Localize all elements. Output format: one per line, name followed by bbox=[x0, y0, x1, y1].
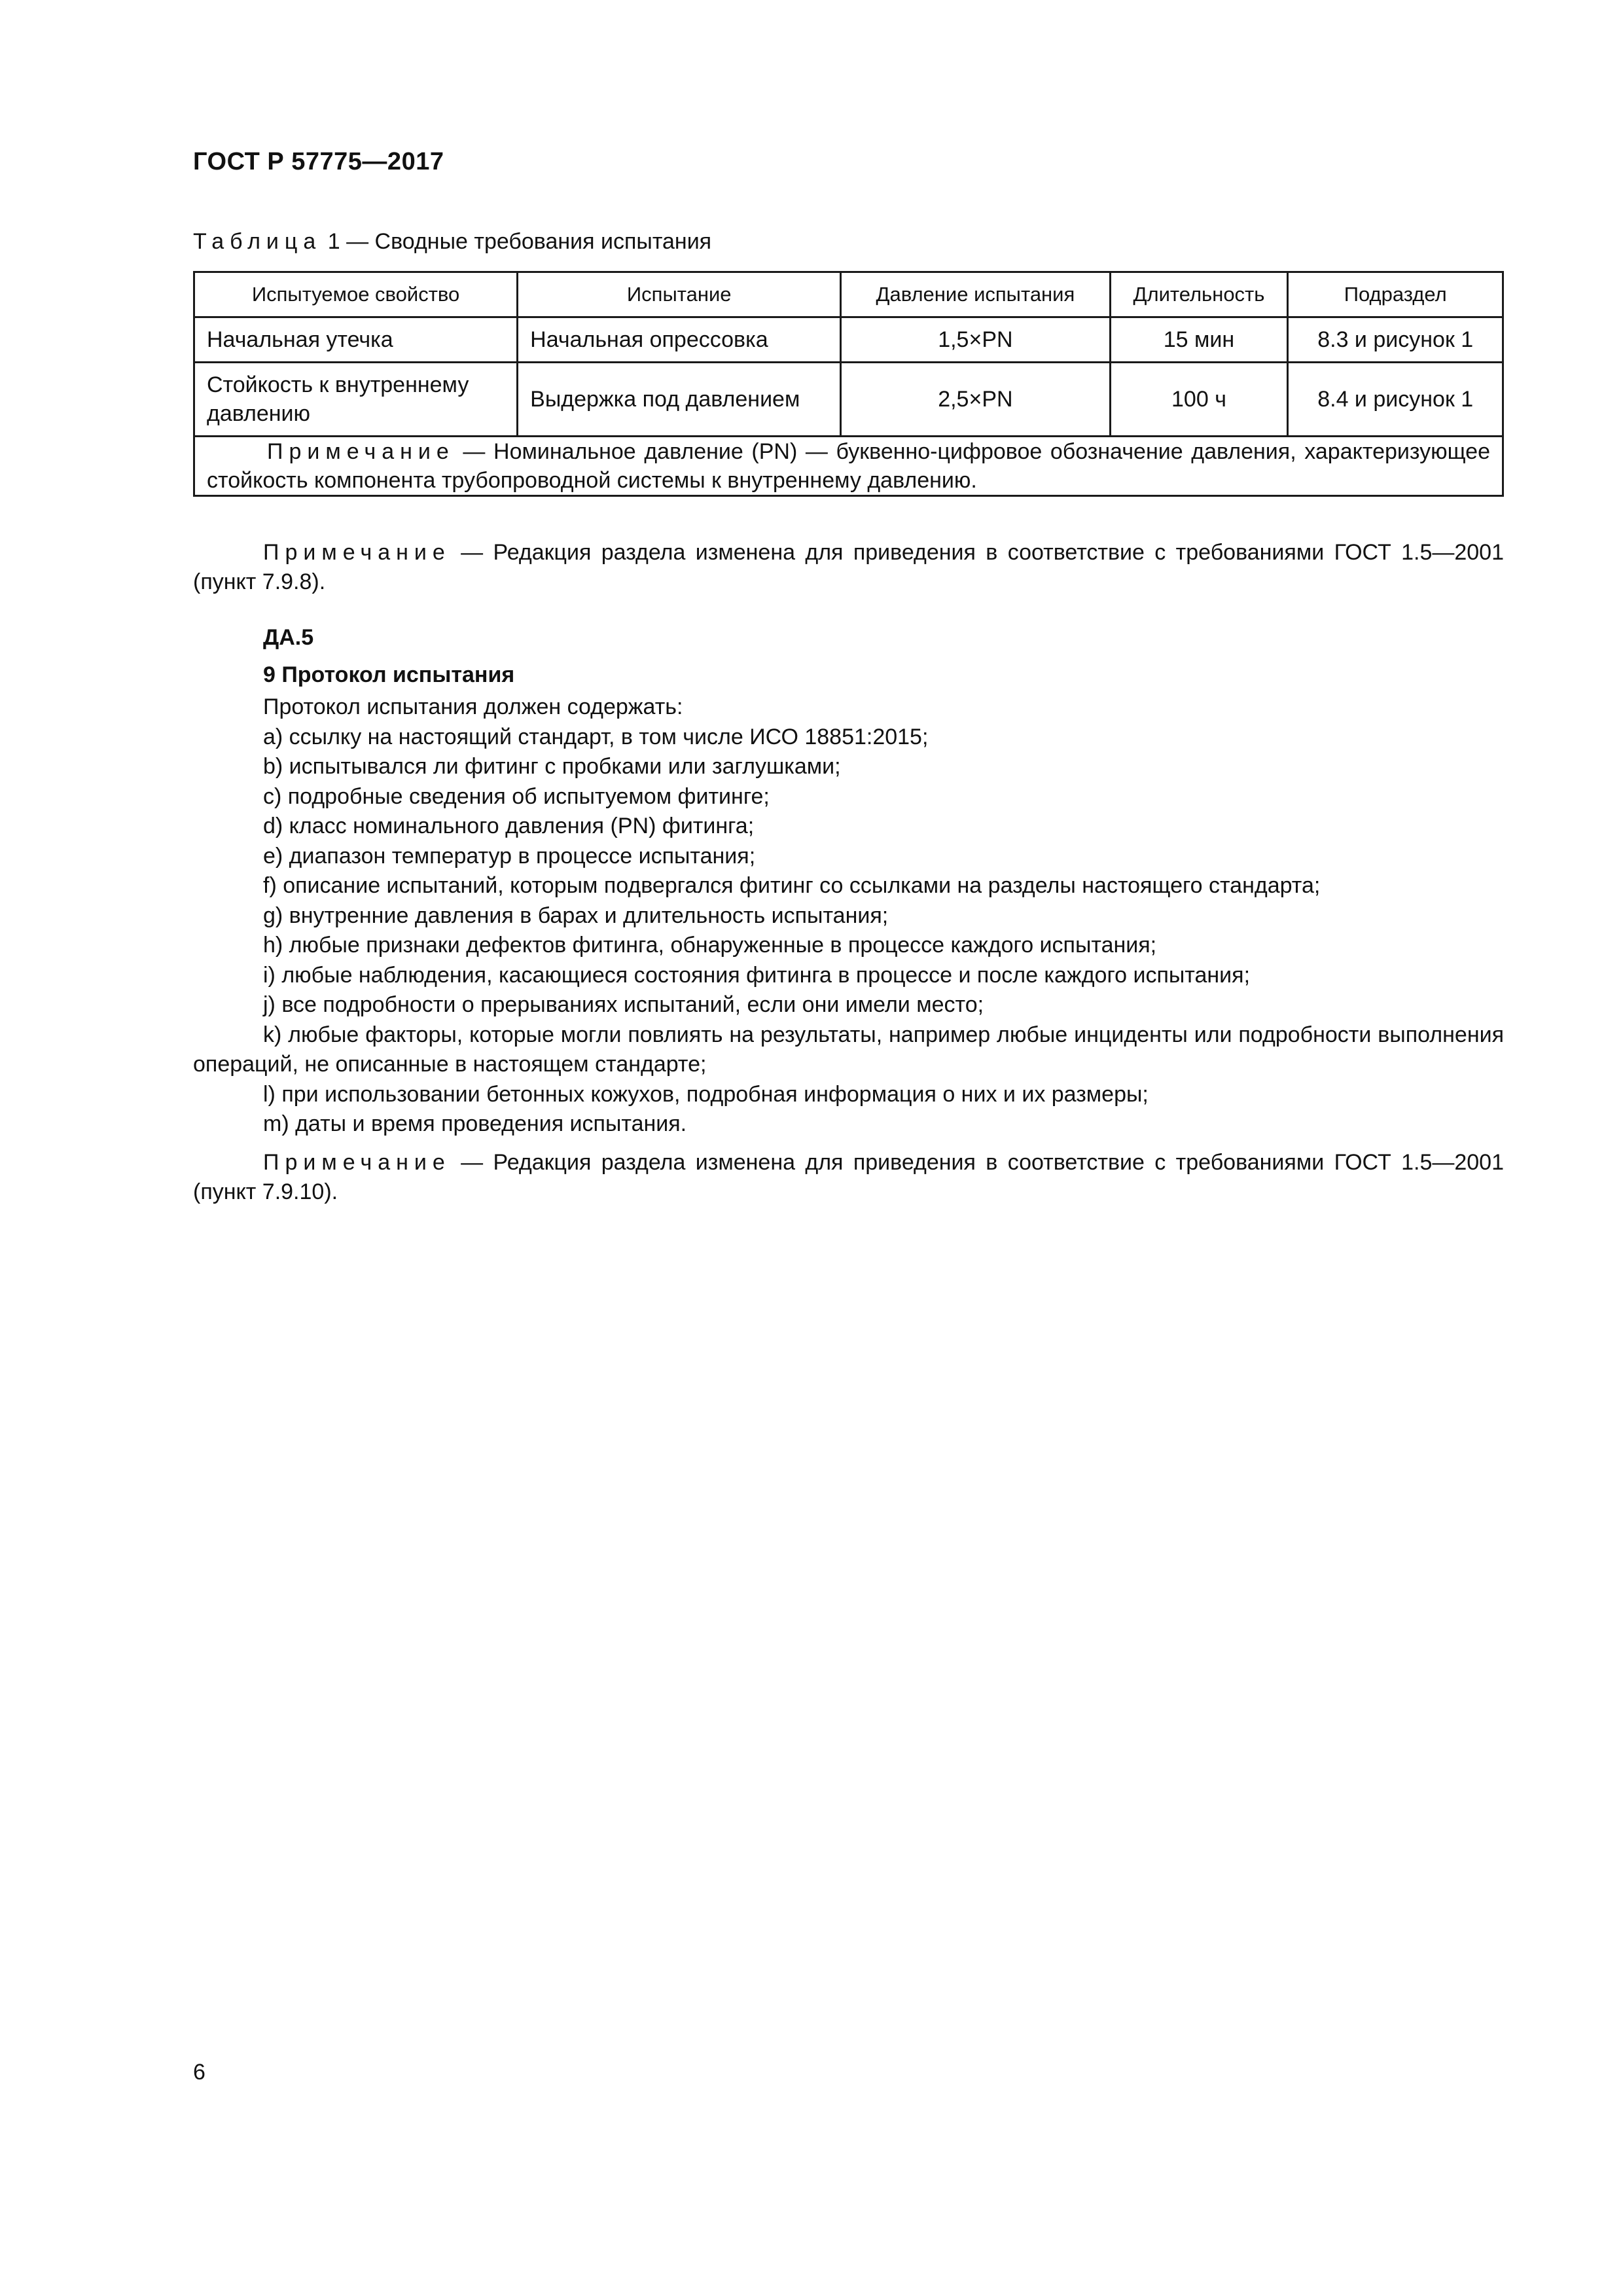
table-note-word: Примечание bbox=[267, 439, 455, 464]
table-cell: 8.3 и рисунок 1 bbox=[1288, 317, 1503, 363]
column-header: Испытание bbox=[518, 272, 841, 317]
section-heading-9: 9 Протокол испытания bbox=[263, 662, 515, 687]
protocol-list bbox=[193, 692, 1504, 1139]
section-heading-da5: ДА.5 bbox=[263, 625, 314, 650]
table-cell: 15 мин bbox=[1110, 317, 1288, 363]
list-item: e) диапазон температур в процессе испытания; bbox=[263, 843, 756, 869]
table-note-row bbox=[194, 437, 1503, 496]
list-item: c) подробные сведения об испытуемом фитинге; bbox=[263, 783, 770, 809]
table-header-row bbox=[194, 272, 1503, 317]
list-item: b) испытывался ли фитинг с пробками или заглушками; bbox=[263, 754, 841, 779]
list-item: Протокол испытания должен содержать: bbox=[263, 694, 683, 719]
table-cell: 1,5×PN bbox=[841, 317, 1110, 363]
document-code: ГОСТ Р 57775—2017 bbox=[193, 148, 444, 175]
list-item: a) ссылку на настоящий стандарт, в том числе ИСО 18851:2015; bbox=[263, 724, 929, 749]
list-item: i) любые наблюдения, касающиеся состояния фитинга в процессе и после каждого испытания; bbox=[263, 962, 1251, 988]
page-number: 6 bbox=[193, 2060, 205, 2085]
note-paragraph bbox=[193, 1148, 1504, 1207]
list-item: l) при использовании бетонных кожухов, подробная информация о них и их размеры; bbox=[263, 1081, 1149, 1107]
requirements-table bbox=[193, 271, 1504, 497]
list-item: j) все подробности о прерываниях испытаний, если они имели место; bbox=[263, 992, 984, 1017]
list-item: g) внутренние давления в барах и длительность испытания; bbox=[263, 903, 889, 928]
table-row bbox=[194, 317, 1503, 363]
list-item: d) класс номинального давления (PN) фитинга; bbox=[263, 814, 755, 838]
list-item: f) описание испытаний, которым подвергался фитинг со ссылками на разделы настоящего стандарта; bbox=[263, 873, 1321, 898]
table-caption-text: 1 — Сводные требования испытания bbox=[321, 229, 712, 254]
table-note-text: — Номинальное давление (PN) — буквенно-цифровое обозначение давления, характеризующее стойкость компонента трубопроводной системы к внутреннему давлению. bbox=[207, 439, 1490, 493]
table-caption bbox=[193, 229, 711, 255]
table-cell: 2,5×PN bbox=[841, 363, 1110, 437]
table-caption-word: Таблица bbox=[193, 229, 322, 254]
list-item: h) любые признаки дефектов фитинга, обнаруженные в процессе каждого испытания; bbox=[263, 933, 1157, 958]
note-paragraph bbox=[193, 538, 1504, 597]
table-cell: Начальная утечка bbox=[194, 317, 518, 363]
list-item: k) любые факторы, которые могли повлиять на результаты, например любые инциденты или подробности выполнения операций, не описанные в настоящем стандарте; bbox=[193, 1022, 1504, 1077]
table-cell: Выдержка под давлением bbox=[518, 363, 841, 437]
table-cell: Начальная опрессовка bbox=[518, 317, 841, 363]
column-header: Давление испытания bbox=[841, 272, 1110, 317]
table-cell: 8.4 и рисунок 1 bbox=[1288, 363, 1503, 437]
list-item: m) даты и время проведения испытания. bbox=[263, 1111, 687, 1136]
note-word: Примечание bbox=[263, 1150, 451, 1175]
note-text: — Редакция раздела изменена для приведения в соответствие с требованиями ГОСТ 1.5—2001 (пункт 7.9.8). bbox=[193, 540, 1504, 594]
table-row bbox=[194, 363, 1503, 437]
note-text: — Редакция раздела изменена для приведения в соответствие с требованиями ГОСТ 1.5—2001 (пункт 7.9.10). bbox=[193, 1150, 1504, 1204]
note-word: Примечание bbox=[263, 540, 451, 565]
column-header: Длительность bbox=[1110, 272, 1288, 317]
column-header: Испытуемое свойство bbox=[194, 272, 518, 317]
table-cell: 100 ч bbox=[1110, 363, 1288, 437]
table-note bbox=[194, 437, 1503, 496]
column-header: Подраздел bbox=[1288, 272, 1503, 317]
table-cell: Стойкость к внутреннему давлению bbox=[194, 363, 518, 437]
